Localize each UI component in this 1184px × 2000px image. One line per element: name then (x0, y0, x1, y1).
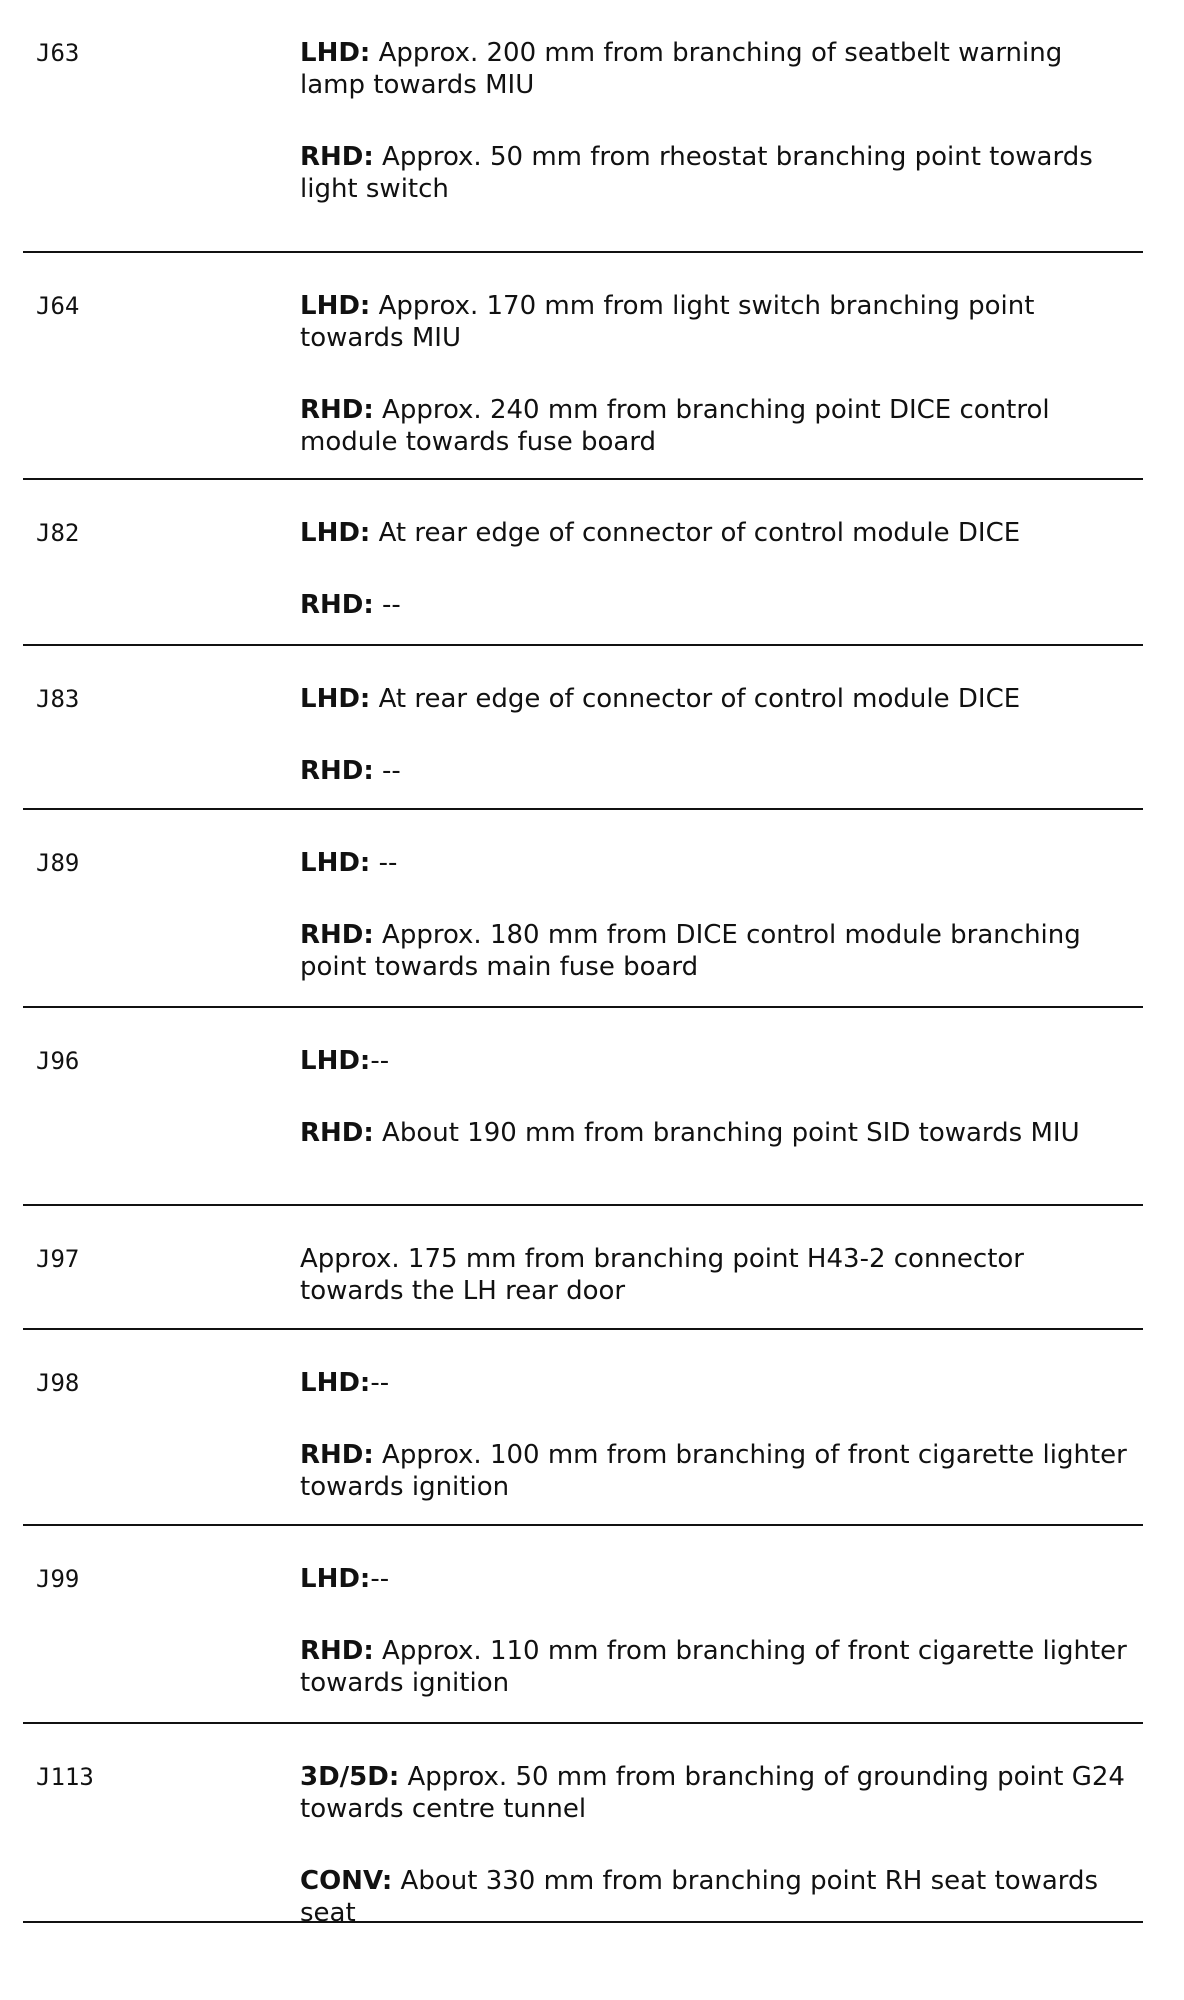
junction-code: J63 (36, 39, 80, 67)
junction-code: J113 (36, 1763, 94, 1791)
table-row (23, 646, 1143, 810)
entry-text: -- (370, 1368, 390, 1398)
entry-label: RHD: (300, 1440, 374, 1470)
entry-label: LHD: (300, 1564, 371, 1594)
entry-text: About 330 mm from branching point RH seat towards seat (300, 1866, 1099, 1928)
entry-text: At rear edge of connector of control module DICE (370, 518, 1021, 548)
table-row (23, 1330, 1143, 1526)
location-entry (300, 1439, 1133, 1503)
junction-description (300, 1761, 1143, 1928)
junction-code: J83 (36, 685, 80, 713)
entry-text: Approx. 50 mm from branching of grounding point G24 towards centre tunnel (300, 1762, 1125, 1824)
entry-label: LHD: (300, 684, 371, 714)
location-entry (300, 1865, 1133, 1929)
junction-code: J82 (36, 519, 80, 547)
junction-description (300, 1563, 1143, 1722)
entry-label: RHD: (300, 395, 374, 425)
junction-description (300, 683, 1143, 808)
location-entry (300, 1367, 1133, 1399)
location-entry (300, 683, 1133, 715)
location-entry (300, 1117, 1133, 1149)
location-entry (300, 394, 1133, 458)
table-row (23, 810, 1143, 1008)
location-entry (300, 37, 1133, 101)
entry-text: Approx. 180 mm from DICE control module branching point towards main fuse board (300, 920, 1081, 982)
entry-label: RHD: (300, 142, 374, 172)
entry-text: About 190 mm from branching point SID towards MIU (373, 1118, 1080, 1148)
junction-description (300, 1367, 1143, 1524)
location-entry (300, 847, 1133, 879)
entry-label: RHD: (300, 1636, 374, 1666)
entry-text: -- (370, 848, 398, 878)
junction-description (300, 847, 1143, 1006)
location-entry (300, 141, 1133, 205)
entry-text: Approx. 240 mm from branching point DICE control module towards fuse board (300, 395, 1050, 457)
table-row (23, 1206, 1143, 1330)
junction-description (300, 37, 1143, 251)
location-entry (300, 290, 1133, 354)
entry-label: RHD: (300, 756, 374, 786)
junction-description (300, 1243, 1143, 1328)
location-entry (300, 1243, 1133, 1307)
table-row (23, 480, 1143, 646)
entry-label: RHD: (300, 1118, 374, 1148)
entry-label: RHD: (300, 920, 374, 950)
junction-code: J98 (36, 1369, 80, 1397)
junction-description (300, 1045, 1143, 1204)
location-entry (300, 517, 1133, 549)
entry-label: LHD: (300, 1368, 371, 1398)
location-entry (300, 1635, 1133, 1699)
table-row (23, 1526, 1143, 1724)
entry-label: CONV: (300, 1866, 393, 1896)
entry-label: LHD: (300, 848, 371, 878)
entry-text: -- (373, 590, 401, 620)
entry-text: Approx. 110 mm from branching of front cigarette lighter towards ignition (300, 1636, 1127, 1698)
entry-text: Approx. 200 mm from branching of seatbelt warning lamp towards MIU (300, 38, 1063, 100)
location-entry (300, 1563, 1133, 1595)
entry-text: -- (373, 756, 401, 786)
junction-code: J99 (36, 1565, 80, 1593)
entry-label: 3D/5D: (300, 1762, 400, 1792)
junction-code: J96 (36, 1047, 80, 1075)
table-row (23, 1724, 1143, 1928)
location-entry (300, 755, 1133, 787)
entry-label: LHD: (300, 1046, 371, 1076)
entry-text: -- (370, 1046, 390, 1076)
entry-text: Approx. 170 mm from light switch branching point towards MIU (300, 291, 1035, 353)
entry-label: LHD: (300, 291, 371, 321)
junction-code: J89 (36, 849, 80, 877)
table-row (23, 1008, 1143, 1206)
location-entry (300, 1045, 1133, 1077)
location-entry (300, 589, 1133, 621)
junction-code: J64 (36, 292, 80, 320)
location-entry (300, 1761, 1133, 1825)
entry-text: -- (370, 1564, 390, 1594)
entry-text: Approx. 175 mm from branching point H43-2 connector towards the LH rear door (300, 1244, 1025, 1306)
junction-description (300, 517, 1143, 644)
table-row (23, 253, 1143, 480)
table-row (23, 0, 1143, 253)
entry-text: Approx. 100 mm from branching of front cigarette lighter towards ignition (300, 1440, 1127, 1502)
entry-label: RHD: (300, 590, 374, 620)
entry-text: Approx. 50 mm from rheostat branching point towards light switch (300, 142, 1093, 204)
entry-label: LHD: (300, 38, 371, 68)
entry-label: LHD: (300, 518, 371, 548)
location-entry (300, 919, 1133, 983)
junction-code: J97 (36, 1245, 80, 1273)
junction-location-table (23, 0, 1143, 1928)
entry-text: At rear edge of connector of control module DICE (370, 684, 1021, 714)
junction-description (300, 290, 1143, 478)
